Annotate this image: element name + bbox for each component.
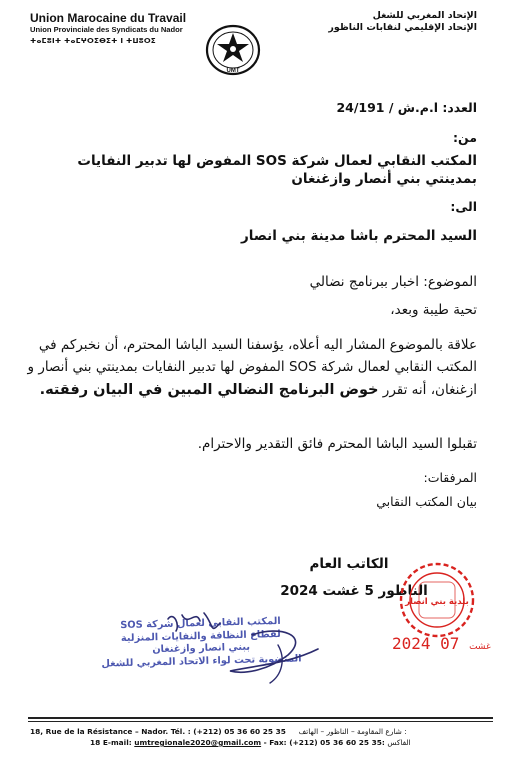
umt-logo [204, 24, 262, 76]
stamp-line-4: المنضوية تحت لواء الاتحاد المغربي للشغل [101, 653, 302, 670]
footer-address-ar: شارع المقاومة – الناظور – الهاتف : [298, 727, 407, 736]
footer-email-label: 18 E-mail: [90, 738, 132, 747]
footer-contact-line [30, 738, 492, 747]
greeting: تحية طيبة وبعد، [390, 302, 477, 318]
red-stamp-center-text: بلدية بني انصار [405, 597, 469, 607]
org-name-tifinagh: ⵜⴰⵎⵓⵏⵜ ⵜⴰⵎⵖⵔⵉⴱⵉⵜ ⵏ ⵜⵡⵓⵔⵉ [30, 35, 156, 45]
body-paragraph [7, 335, 477, 402]
reference-number: العدد: ا.م.ش / 24/191 [336, 100, 477, 115]
footer-rule-thin [28, 721, 493, 722]
footer-fax-ar: الفاكس [387, 738, 411, 747]
stamp-line-2: لقطاع النظافة والنفايات المنزلية [120, 628, 281, 644]
attachment-item: بيان المكتب النقابي [376, 494, 477, 509]
footer-rule [28, 717, 493, 719]
red-date-month: غشت [469, 642, 491, 652]
red-date-year: 2024 [392, 634, 431, 653]
closing-line: تقبلوا السيد الباشا المحترم فائق التقدير والاحترام. [197, 436, 477, 452]
stamp-line-3: ببني انصار وازغنغان [152, 642, 251, 656]
footer-fax: - Fax: (+212) 05 36 60 25 35: [263, 738, 385, 747]
subject-line: الموضوع: اخبار ببرنامج نضالي [309, 274, 477, 290]
org-subtitle-fr: Union Provinciale des Syndicats du Nador [30, 25, 183, 35]
footer-email-link[interactable]: umtregionale2020@gmail.com [134, 738, 262, 747]
org-name-ar: الإتحاد المغربي للشغل [372, 10, 477, 21]
to-label: الى: [450, 199, 477, 214]
logo-text: UMT [226, 68, 240, 74]
header-french-block [30, 12, 210, 44]
body-paragraph-emphasis: خوض البرنامج النضالي المبين في البيان رفقته. [39, 381, 379, 398]
body-paragraph-text: علاقة بالموضوع المشار اليه أعلاه، يؤسفنا السيد الباشا المحترم، أن نخبركم في المكتب النقابي لعمال شركة SOS المفوض لها تدبير النفايات بمدينتي بني أنصار و ازغنغان، أنه تقرر [27, 337, 477, 398]
org-subtitle-ar: الإتحاد الإقليمي لنقابات الناظور [328, 21, 477, 33]
handwritten-signature [160, 605, 335, 690]
attachments-label: المرفقات: [423, 470, 477, 485]
header-arabic-block [307, 10, 477, 34]
org-name-fr: Union Marocaine du Travail [30, 11, 187, 25]
place-and-date: الناظور 5 غشت 2024 [280, 583, 428, 599]
stamp-line-1: المكتب النقابي لعمال شركة SOS [120, 615, 281, 632]
sender: المكتب النقابي لعمال شركة SOS المفوض لها تدبير النفايات بمدينتي بني أنصار وازغنغان [77, 153, 477, 188]
footer-address-fr: 18, Rue de la Résistance – Nador. Tél. : (+212) 05 36 60 25 35 [30, 727, 286, 736]
red-date-day: 07 [440, 634, 460, 653]
addressee: السيد المحترم باشا مدينة بني انصار [240, 228, 477, 244]
footer-address-line [30, 727, 492, 736]
signatory-title: الكاتب العام [309, 556, 389, 572]
from-label: من: [453, 130, 477, 145]
red-stamp-date [392, 634, 491, 653]
